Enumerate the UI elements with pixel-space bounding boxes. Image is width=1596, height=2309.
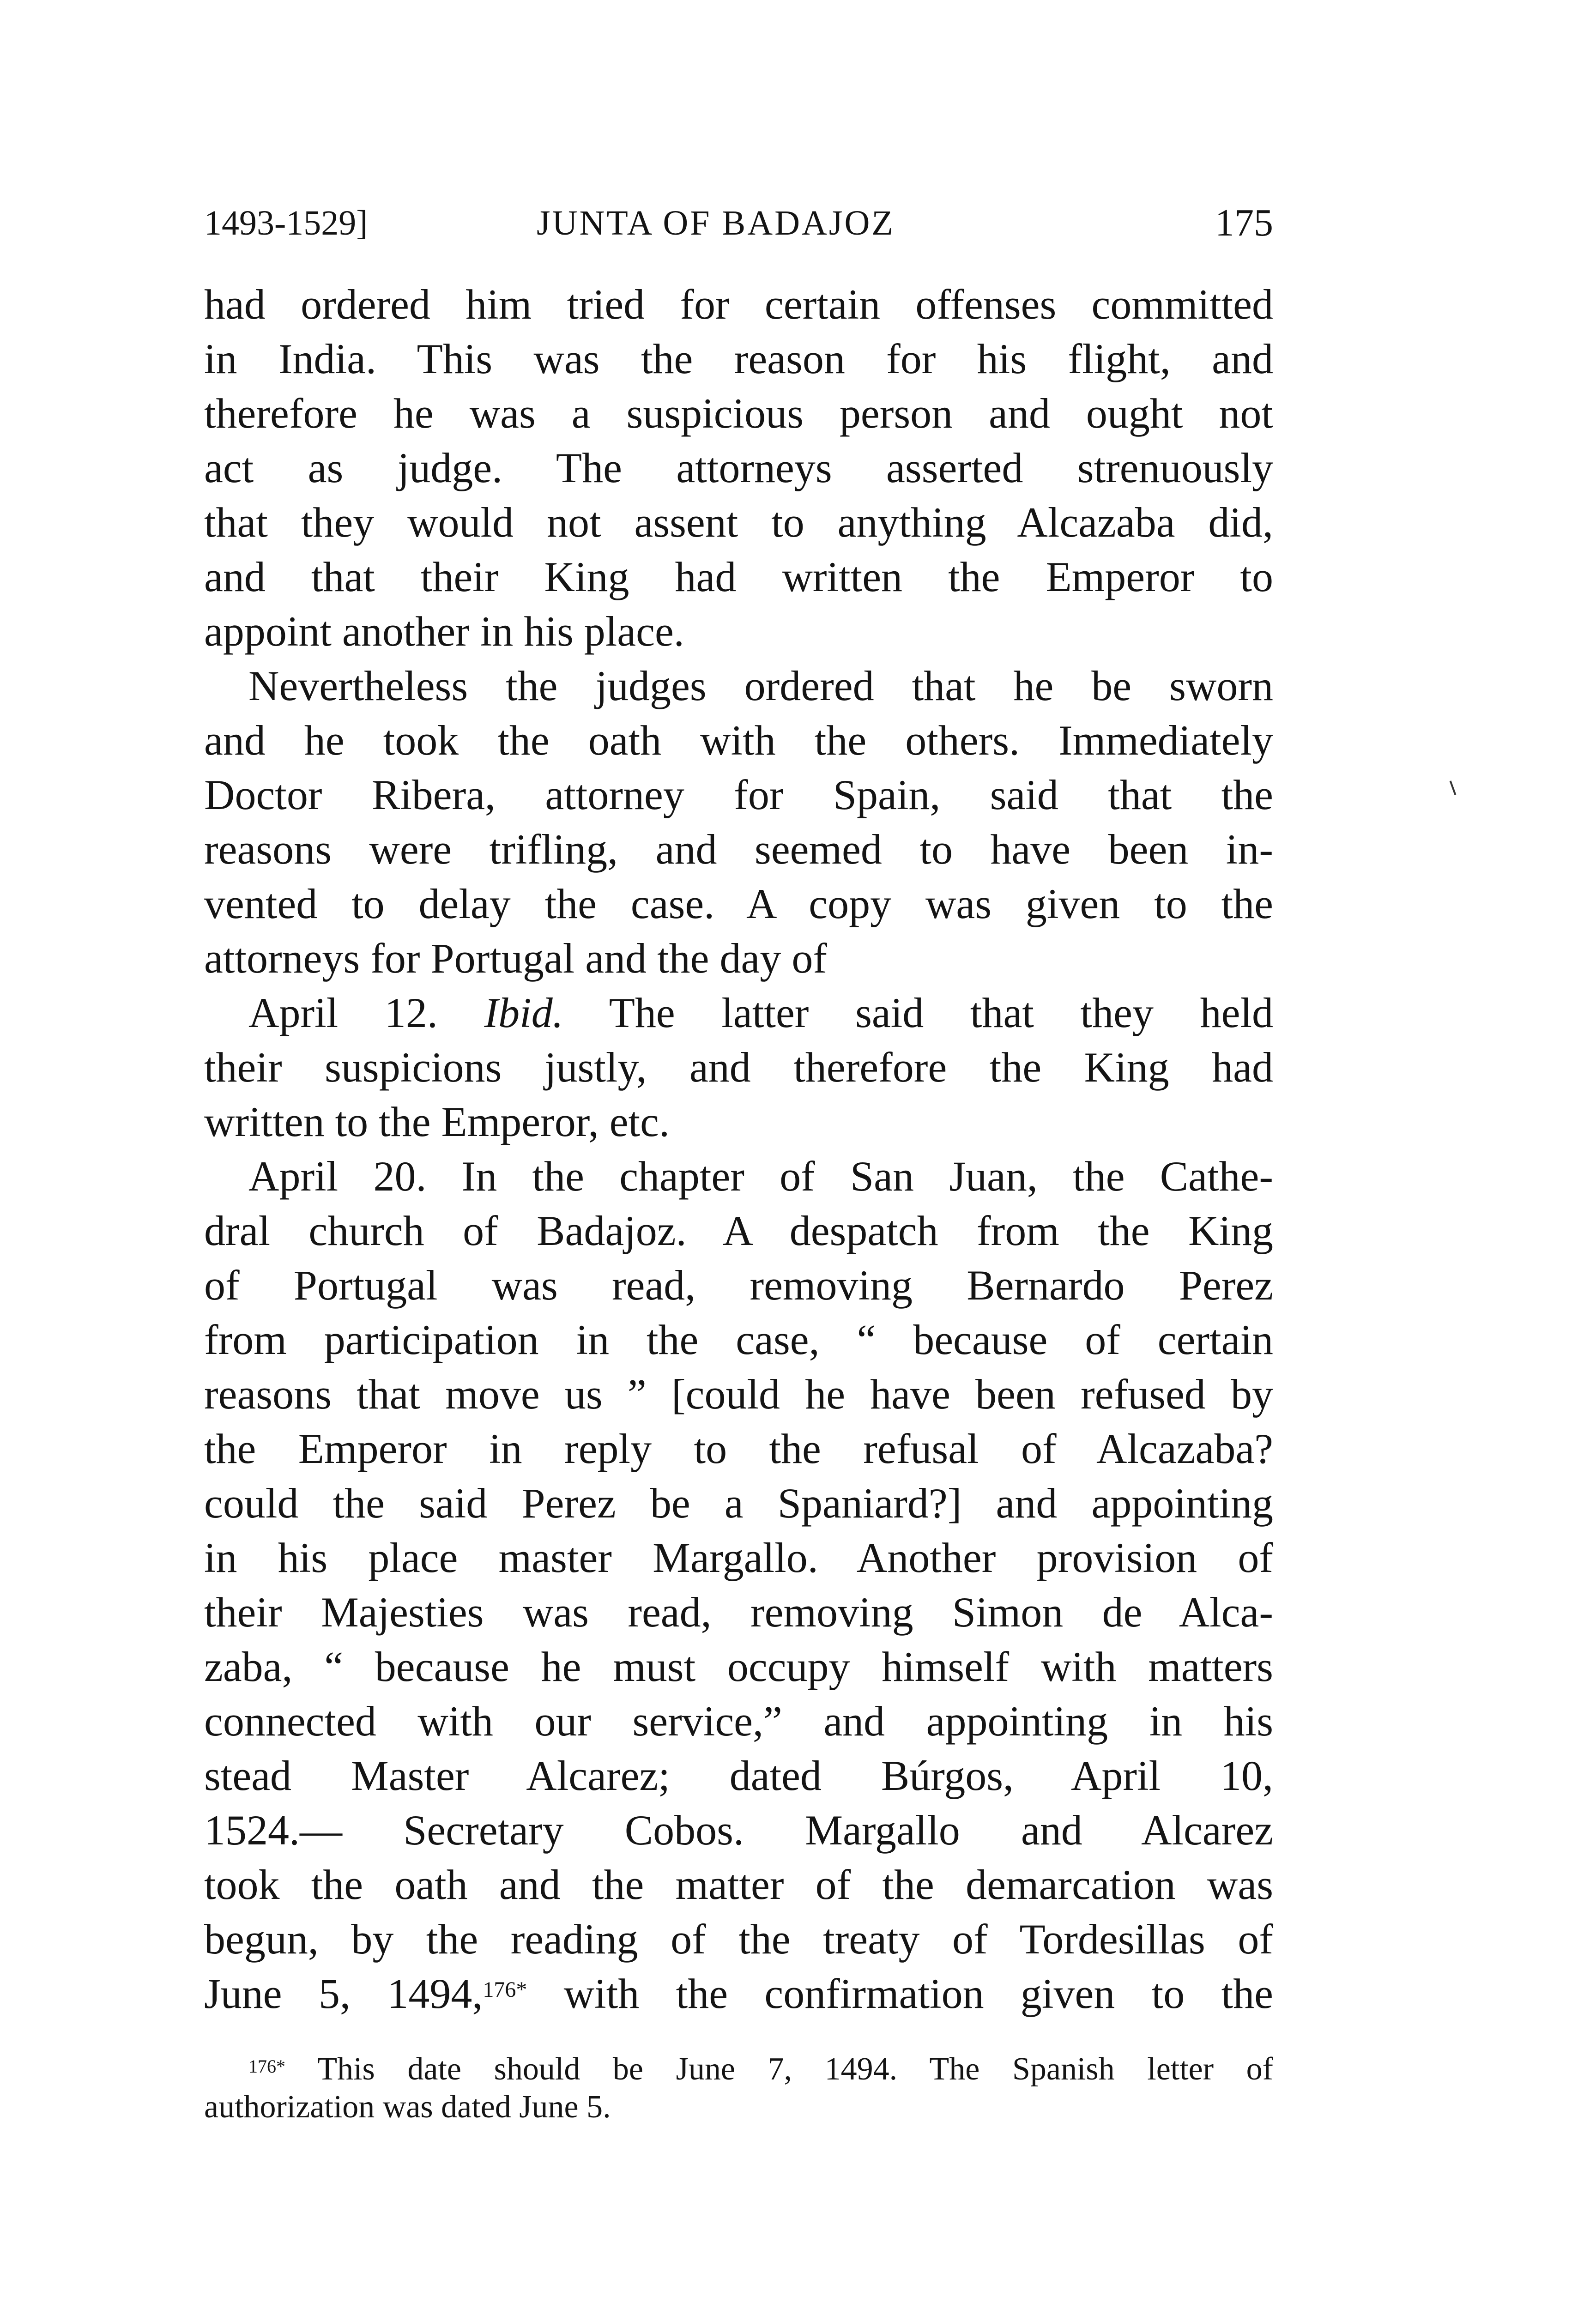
text-line	[204, 1966, 1273, 2021]
text-line: of Portugal was read, removing Bernardo Perez	[204, 1262, 1273, 1309]
text-segment: The latter said that they held	[563, 989, 1274, 1036]
footnote-number: 176*	[248, 2056, 285, 2077]
text-line: Nevertheless the judges ordered that he be sworn	[248, 662, 1273, 709]
text-line: Doctor Ribera, attorney for Spain, said that the	[204, 771, 1273, 818]
chapter-title: JUNTA OF BADAJOZ	[537, 204, 895, 242]
text-line: begun, by the reading of the treaty of Tordesillas of	[204, 1916, 1273, 1963]
text-line: in his place master Margallo. Another provision of	[204, 1534, 1273, 1581]
text-line: the Emperor in reply to the refusal of Alcazaba?	[204, 1425, 1273, 1472]
body-text	[204, 277, 1273, 2021]
date-range: 1493-1529]	[204, 204, 368, 242]
text-line: and that their King had written the Emperor to	[204, 553, 1273, 600]
text-line: their Majesties was read, removing Simon de Alca-	[204, 1589, 1273, 1636]
running-head	[204, 198, 1273, 248]
footnote	[204, 2050, 1273, 2126]
text-line: could the said Perez be a Spaniard?] and appointing	[204, 1480, 1273, 1527]
text-segment: with the confirmation given to the	[527, 1970, 1273, 2017]
text-line: written to the Emperor, etc.	[204, 1098, 670, 1145]
text-line: in India. This was the reason for his flight, and	[204, 335, 1273, 382]
footnote-marker: 176*	[483, 1977, 527, 2002]
text-line: that they would not assent to anything Alcazaba did,	[204, 499, 1273, 546]
text-line: had ordered him tried for certain offenses committed	[204, 281, 1273, 328]
text-line: therefore he was a suspicious person and ought not	[204, 390, 1273, 437]
text-line: April 20. In the chapter of San Juan, the Cathe-	[248, 1153, 1273, 1200]
text-line: their suspicions justly, and therefore the King had	[204, 1044, 1273, 1091]
text-line: zaba, “ because he must occupy himself with matters	[204, 1643, 1273, 1690]
text-line: appoint another in his place.	[204, 608, 684, 655]
text-line: connected with our service,” and appointing in his	[204, 1698, 1273, 1745]
page-number: 175	[1215, 201, 1273, 244]
text-line: vented to delay the case. A copy was given to the	[204, 880, 1273, 927]
footnote-line	[204, 2050, 1273, 2088]
text-line: stead Master Alcarez; dated Búrgos, April 10,	[204, 1752, 1273, 1799]
text-line	[204, 985, 1273, 1040]
text-segment: April 12.	[248, 989, 484, 1036]
text-line: act as judge. The attorneys asserted strenuously	[204, 444, 1273, 491]
ink-speck	[1450, 780, 1457, 795]
text-line: reasons were trifling, and seemed to have been in-	[204, 826, 1273, 873]
text-line: 1524.— Secretary Cobos. Margallo and Alcarez	[204, 1807, 1273, 1854]
text-line: and he took the oath with the others. Immediately	[204, 717, 1273, 764]
text-line: dral church of Badajoz. A despatch from the King	[204, 1207, 1273, 1254]
text-line: took the oath and the matter of the demarcation was	[204, 1861, 1273, 1908]
italic-ibid: Ibid.	[484, 989, 563, 1036]
text-line: reasons that move us ” [could he have been refused by	[204, 1371, 1273, 1418]
footnote-text: This date should be June 7, 1494. The Spanish letter of	[285, 2051, 1273, 2087]
text-segment: June 5, 1494,	[204, 1970, 483, 2017]
footnote-line: authorization was dated June 5.	[204, 2089, 611, 2125]
text-line: from participation in the case, “ because of certain	[204, 1316, 1273, 1363]
text-line: attorneys for Portugal and the day of	[204, 935, 827, 982]
